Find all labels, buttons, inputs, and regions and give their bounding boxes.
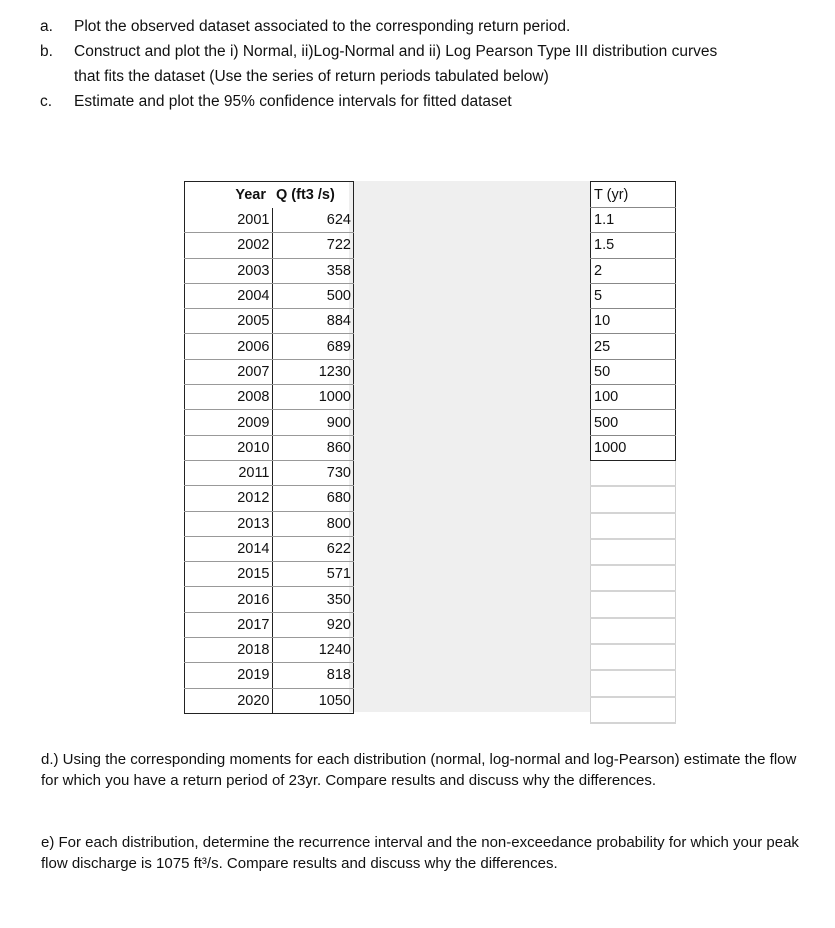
year-cell: 2012 [185, 486, 273, 511]
table-row [185, 587, 354, 612]
year-cell: 2020 [185, 688, 273, 713]
year-cell: 2017 [185, 612, 273, 637]
return-period-table [590, 181, 676, 724]
table-row [185, 309, 354, 334]
empty-row [591, 539, 676, 565]
table-row [185, 359, 354, 384]
year-cell: 2011 [185, 460, 273, 485]
year-cell: 2003 [185, 258, 273, 283]
empty-cell [591, 591, 676, 617]
year-cell: 2010 [185, 435, 273, 460]
table-row [591, 385, 676, 410]
discharge-cell: 860 [272, 435, 354, 460]
table-row [185, 334, 354, 359]
empty-cell [591, 697, 676, 723]
return-period-cell: 10 [591, 309, 676, 334]
table-row [185, 283, 354, 308]
year-column-header: Year [185, 182, 273, 209]
discharge-cell: 920 [272, 612, 354, 637]
instruction-text: Plot the observed dataset associated to the corresponding return period. [74, 18, 571, 35]
year-cell: 2007 [185, 359, 273, 384]
year-cell: 2018 [185, 638, 273, 663]
table-row [185, 385, 354, 410]
discharge-cell: 1050 [272, 688, 354, 713]
instruction-item-c [40, 89, 720, 114]
empty-row [591, 486, 676, 512]
year-cell: 2001 [185, 208, 273, 233]
table-row [591, 258, 676, 283]
empty-row [591, 618, 676, 644]
year-cell: 2006 [185, 334, 273, 359]
return-period-header-row [591, 182, 676, 208]
instruction-text: Construct and plot the i) Normal, ii)Log-Normal and ii) Log Pearson Type III distribution curves that fits the dataset (Use the series of return periods tabulated below) [74, 43, 718, 85]
year-cell: 2015 [185, 562, 273, 587]
discharge-column-header: Q (ft3 /s) [272, 182, 354, 209]
flow-table-body [185, 208, 354, 713]
discharge-cell: 1240 [272, 638, 354, 663]
blank-gray-area [349, 181, 590, 712]
table-row [591, 334, 676, 359]
year-cell: 2008 [185, 385, 273, 410]
return-period-cell: 2 [591, 258, 676, 283]
table-row [591, 410, 676, 435]
year-cell: 2016 [185, 587, 273, 612]
table-row [185, 663, 354, 688]
return-period-header: T (yr) [591, 182, 676, 208]
table-row [185, 688, 354, 713]
question-d: d.) Using the corresponding moments for each distribution (normal, log-normal and log-Pearson) estimate the flow for which you have a return period of 23yr. Compare results and discuss why the differences. [41, 751, 797, 789]
table-row [185, 435, 354, 460]
return-period-cell: 25 [591, 334, 676, 359]
table-row [185, 410, 354, 435]
empty-cell [591, 513, 676, 539]
return-period-body [591, 182, 676, 723]
empty-cell [591, 670, 676, 696]
table-row [591, 435, 676, 460]
empty-row [591, 670, 676, 696]
return-period-cell: 500 [591, 410, 676, 435]
empty-cell [591, 618, 676, 644]
table-row [591, 208, 676, 233]
empty-cell [591, 486, 676, 512]
table-row [185, 258, 354, 283]
year-cell: 2004 [185, 283, 273, 308]
discharge-cell: 1000 [272, 385, 354, 410]
table-row [185, 208, 354, 233]
discharge-cell: 358 [272, 258, 354, 283]
list-marker: a. [40, 18, 53, 35]
table-row [185, 536, 354, 561]
list-marker: b. [40, 43, 53, 60]
discharge-cell: 350 [272, 587, 354, 612]
table-row [591, 359, 676, 384]
empty-row [591, 565, 676, 591]
instruction-list [40, 14, 720, 114]
table-row [185, 460, 354, 485]
year-cell: 2009 [185, 410, 273, 435]
table-row [185, 486, 354, 511]
discharge-cell: 680 [272, 486, 354, 511]
table-row [185, 511, 354, 536]
empty-row [591, 460, 676, 486]
empty-cell [591, 539, 676, 565]
discharge-cell: 500 [272, 283, 354, 308]
table-row [591, 233, 676, 258]
discharge-cell: 571 [272, 562, 354, 587]
flow-data-table [184, 181, 354, 714]
empty-cell [591, 460, 676, 486]
instruction-text: Estimate and plot the 95% confidence intervals for fitted dataset [74, 93, 512, 110]
return-period-cell: 5 [591, 283, 676, 308]
empty-row [591, 513, 676, 539]
return-period-cell: 100 [591, 385, 676, 410]
return-period-cell: 50 [591, 359, 676, 384]
flow-table-header [185, 182, 354, 209]
discharge-cell: 722 [272, 233, 354, 258]
discharge-cell: 800 [272, 511, 354, 536]
table-row [185, 638, 354, 663]
empty-row [591, 697, 676, 723]
year-cell: 2019 [185, 663, 273, 688]
discharge-cell: 730 [272, 460, 354, 485]
table-row [185, 612, 354, 637]
table-row [591, 309, 676, 334]
return-period-cell: 1000 [591, 435, 676, 460]
empty-row [591, 591, 676, 617]
question-e: e) For each distribution, determine the recurrence interval and the non-exceedance probability for which your peak flow discharge is 1075 ft³/s. Compare results and discuss why the differences. [41, 834, 799, 872]
discharge-cell: 818 [272, 663, 354, 688]
return-period-cell: 1.5 [591, 233, 676, 258]
discharge-cell: 900 [272, 410, 354, 435]
empty-cell [591, 565, 676, 591]
discharge-cell: 624 [272, 208, 354, 233]
year-cell: 2013 [185, 511, 273, 536]
table-row [185, 562, 354, 587]
discharge-cell: 689 [272, 334, 354, 359]
year-cell: 2014 [185, 536, 273, 561]
table-row [591, 283, 676, 308]
year-cell: 2002 [185, 233, 273, 258]
discharge-cell: 1230 [272, 359, 354, 384]
discharge-cell: 884 [272, 309, 354, 334]
year-cell: 2005 [185, 309, 273, 334]
empty-cell [591, 644, 676, 670]
instruction-item-b [40, 39, 720, 89]
instruction-item-a [40, 14, 720, 39]
table-row [185, 233, 354, 258]
list-marker: c. [40, 93, 53, 110]
empty-row [591, 644, 676, 670]
return-period-cell: 1.1 [591, 208, 676, 233]
discharge-cell: 622 [272, 536, 354, 561]
